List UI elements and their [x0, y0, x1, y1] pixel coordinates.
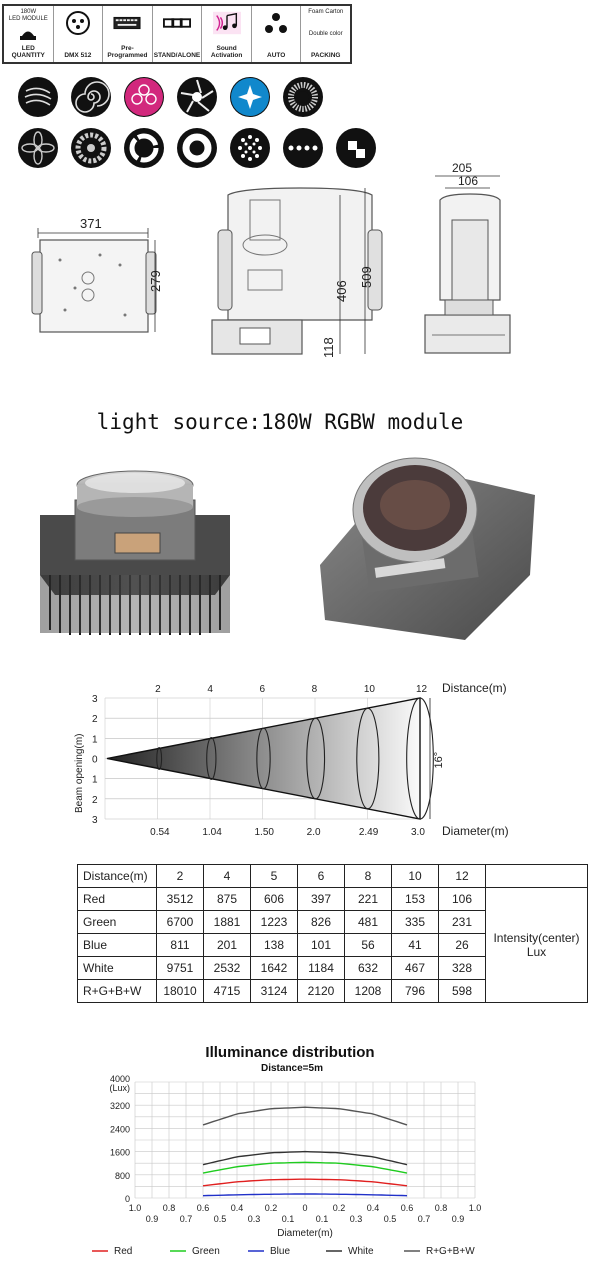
beam-y-tick: 1: [92, 734, 98, 746]
light-source-tagline: light source:180W RGBW module: [96, 410, 464, 434]
legend-label: Green: [192, 1246, 220, 1257]
illum-x-tick-minor: 0.7: [179, 1214, 193, 1224]
table-header-cell: 2: [157, 865, 204, 888]
illum-x-tick: 0.4: [230, 1203, 244, 1213]
table-row-name: R+G+B+W: [78, 980, 157, 1003]
feature-label: LED QUANTITY: [11, 45, 45, 59]
table-cell: 335: [392, 911, 439, 934]
music-notes-icon: [213, 9, 241, 37]
feature-chain-link: [153, 6, 203, 62]
feature-dmx-connector: [54, 6, 104, 62]
dim-front-total: 509: [359, 266, 374, 288]
feature-label: Pre-Programmed: [107, 45, 148, 59]
illum-y-tick: 4000: [109, 1074, 130, 1084]
table-cell: 796: [392, 980, 439, 1003]
table-cell: 1881: [204, 911, 251, 934]
beam-y-tick: 1: [92, 774, 98, 786]
beam-diameter-tick: 2.0: [306, 827, 321, 838]
beam-y-tick: 3: [92, 815, 98, 826]
table-header-cell: 6: [298, 865, 345, 888]
table-header-row: [78, 865, 588, 888]
blue-star-gobo-icon: [230, 77, 270, 117]
illuminance-chart: [80, 1040, 500, 1270]
table-cell: 231: [439, 911, 486, 934]
table-cell: 3512: [157, 888, 204, 911]
table-header-cell-blank: [486, 865, 588, 888]
table-cell: 9751: [157, 957, 204, 980]
illum-y-label: (Lux): [109, 1083, 130, 1093]
table-cell: 397: [298, 888, 345, 911]
illum-x-tick: 0.2: [332, 1203, 346, 1213]
legend-label: White: [348, 1246, 374, 1257]
beam-angle-label: 16°: [433, 751, 445, 769]
beam-distance-tick: 6: [259, 684, 266, 695]
module-photo-left: [30, 455, 240, 640]
intensity-side-unit: Lux: [526, 945, 547, 959]
beam-distance-label: Distance(m): [442, 681, 507, 695]
table-row-name: Green: [78, 911, 157, 934]
illum-subtitle: Distance=5m: [261, 1063, 323, 1074]
dim-front-base: 118: [321, 337, 336, 358]
beam-y-tick: 0: [92, 754, 98, 766]
feature-keyboard: [103, 6, 153, 62]
keyboard-icon: [113, 9, 141, 37]
table-cell: 153: [392, 888, 439, 911]
table-row-name: White: [78, 957, 157, 980]
table-cell: 481: [345, 911, 392, 934]
intensity-side-label: [486, 888, 588, 1003]
table-cell: 606: [251, 888, 298, 911]
illum-x-tick-minor: 0.5: [383, 1214, 397, 1224]
table-header-cell: 5: [251, 865, 298, 888]
table-row: [78, 888, 588, 911]
dim-top-depth: 279: [148, 270, 163, 292]
beam-diameter-label: Diameter(m): [442, 824, 509, 838]
beam-distance-tick: 4: [207, 684, 213, 695]
chain-link-icon: [163, 9, 191, 37]
beam-diameter-tick: 1.50: [254, 827, 274, 838]
dimension-drawings: [0, 160, 600, 370]
led-module-icon: [14, 23, 42, 45]
feature-label: STAND/ALONE: [153, 52, 201, 59]
gobo-wheel-row-1: [0, 75, 600, 125]
illum-x-tick-minor: 0.1: [281, 1214, 295, 1224]
beam-diameter-tick: 1.04: [202, 827, 222, 838]
illum-x-tick-minor: 0.3: [349, 1214, 363, 1224]
table-cell: 826: [298, 911, 345, 934]
table-cell: 598: [439, 980, 486, 1003]
table-cell: 18010: [157, 980, 204, 1003]
beam-distance-tick: 12: [416, 684, 428, 695]
table-cell: 138: [251, 934, 298, 957]
feature-music-notes: [202, 6, 252, 62]
beam-diameter-tick: 2.49: [358, 827, 379, 838]
feature-label: Sound Activation: [210, 45, 243, 59]
illum-x-tick-minor: 0.9: [451, 1214, 465, 1224]
illum-x-tick: 0.2: [264, 1203, 278, 1213]
table-cell: 1223: [251, 911, 298, 934]
beam-diameter-tick: 0.54: [150, 827, 170, 838]
sunburst-gobo-icon: [283, 77, 323, 117]
iris-gobo-icon: [177, 77, 217, 117]
illum-x-label: Diameter(m): [277, 1228, 333, 1239]
beam-distance-tick: 8: [311, 684, 318, 695]
beam-y-tick: 2: [92, 714, 98, 726]
table-cell: 875: [204, 888, 251, 911]
table-cell: 1642: [251, 957, 298, 980]
illum-y-tick: 1600: [109, 1147, 130, 1158]
beam-angle-chart: [70, 675, 530, 845]
feature-mid-text: Double color: [308, 30, 343, 37]
swirl-gobo-icon: [18, 77, 58, 117]
illum-x-tick: 0.6: [400, 1203, 414, 1213]
table-cell: 26: [439, 934, 486, 957]
illum-x-tick-minor: 0.5: [213, 1214, 227, 1224]
illum-x-tick: 0.8: [434, 1203, 448, 1213]
beam-diameter-tick: 3.0: [411, 827, 425, 838]
legend-label: Red: [114, 1246, 133, 1257]
beam-y-tick: 3: [92, 694, 98, 705]
feature-label: DMX 512: [64, 52, 92, 59]
feature-top-text: Foam Carton: [308, 9, 344, 15]
table-cell: 811: [157, 934, 204, 957]
feature-box-packing: [301, 6, 350, 62]
side-view-drawing: [425, 161, 510, 353]
dim-top-width: 371: [80, 216, 102, 231]
spiral-gobo-icon: [71, 77, 111, 117]
illum-y-tick: 2400: [109, 1124, 130, 1135]
illum-x-tick-minor: 0.9: [145, 1214, 159, 1224]
feature-top-text: 180W: [20, 9, 37, 15]
beam-distance-tick: 10: [363, 684, 375, 695]
table-row-name: Red: [78, 888, 157, 911]
table-cell: 106: [439, 888, 486, 911]
illum-x-tick: 0: [302, 1203, 308, 1213]
three-dots-auto-icon: [262, 9, 290, 37]
table-cell: 2532: [204, 957, 251, 980]
table-cell: 632: [345, 957, 392, 980]
table-header-cell: 8: [345, 865, 392, 888]
legend-label: Blue: [270, 1246, 291, 1257]
table-cell: 328: [439, 957, 486, 980]
module-photo-right: [305, 445, 545, 645]
illum-x-tick: 1.0: [468, 1203, 482, 1213]
table-cell: 2120: [298, 980, 345, 1003]
illum-x-tick: 0.4: [366, 1203, 380, 1213]
illum-x-tick-minor: 0.3: [247, 1214, 261, 1224]
feature-label: AUTO: [267, 52, 286, 59]
feature-three-dots-auto: [252, 6, 302, 62]
dmx-connector-icon: [64, 9, 92, 37]
illum-y-tick: 3200: [109, 1101, 130, 1112]
dim-front-body: 406: [334, 280, 349, 302]
table-cell: 41: [392, 934, 439, 957]
legend-label: R+G+B+W: [426, 1246, 475, 1257]
table-header-cell: 10: [392, 865, 439, 888]
table-cell: 467: [392, 957, 439, 980]
beam-y-label: Beam opening(m): [74, 733, 85, 813]
illum-y-tick: 800: [114, 1170, 130, 1181]
table-header-cell: 4: [204, 865, 251, 888]
table-cell: 1208: [345, 980, 392, 1003]
intensity-table: [77, 864, 588, 1003]
top-view-drawing: [32, 216, 163, 332]
feature-mid-text: LED MODULE: [8, 16, 48, 22]
intensity-table-wrap: [77, 864, 588, 1003]
illum-x-tick: 1.0: [128, 1203, 142, 1213]
feature-label: PACKING: [311, 52, 341, 59]
intensity-side-title: Intensity(center): [493, 931, 580, 945]
illum-x-tick: 0.6: [196, 1203, 210, 1213]
feature-led-module: [4, 6, 54, 62]
table-header-cell: 12: [439, 865, 486, 888]
illum-x-tick-minor: 0.7: [417, 1214, 431, 1224]
table-cell: 101: [298, 934, 345, 957]
table-cell: 56: [345, 934, 392, 957]
dim-side-arm: 106: [458, 174, 479, 188]
beam-y-tick: 2: [92, 794, 98, 806]
table-cell: 1184: [298, 957, 345, 980]
front-view-drawing: [212, 188, 382, 358]
illum-y-tick: 0: [124, 1194, 130, 1204]
table-cell: 6700: [157, 911, 204, 934]
table-cell: 201: [204, 934, 251, 957]
pink-flower-gobo-icon: [124, 77, 164, 117]
table-cell: 4715: [204, 980, 251, 1003]
table-row-name: Blue: [78, 934, 157, 957]
table-cell: 221: [345, 888, 392, 911]
beam-distance-tick: 2: [155, 684, 161, 695]
illum-x-tick-minor: 0.1: [315, 1214, 329, 1224]
illum-x-tick: 0.8: [162, 1203, 176, 1213]
beam-cone: [107, 698, 420, 819]
feature-strip: [2, 4, 352, 64]
table-header-cell: Distance(m): [78, 865, 157, 888]
illum-title: Illuminance distribution: [205, 1044, 375, 1061]
table-cell: 3124: [251, 980, 298, 1003]
dim-side-width: 205: [452, 161, 473, 175]
